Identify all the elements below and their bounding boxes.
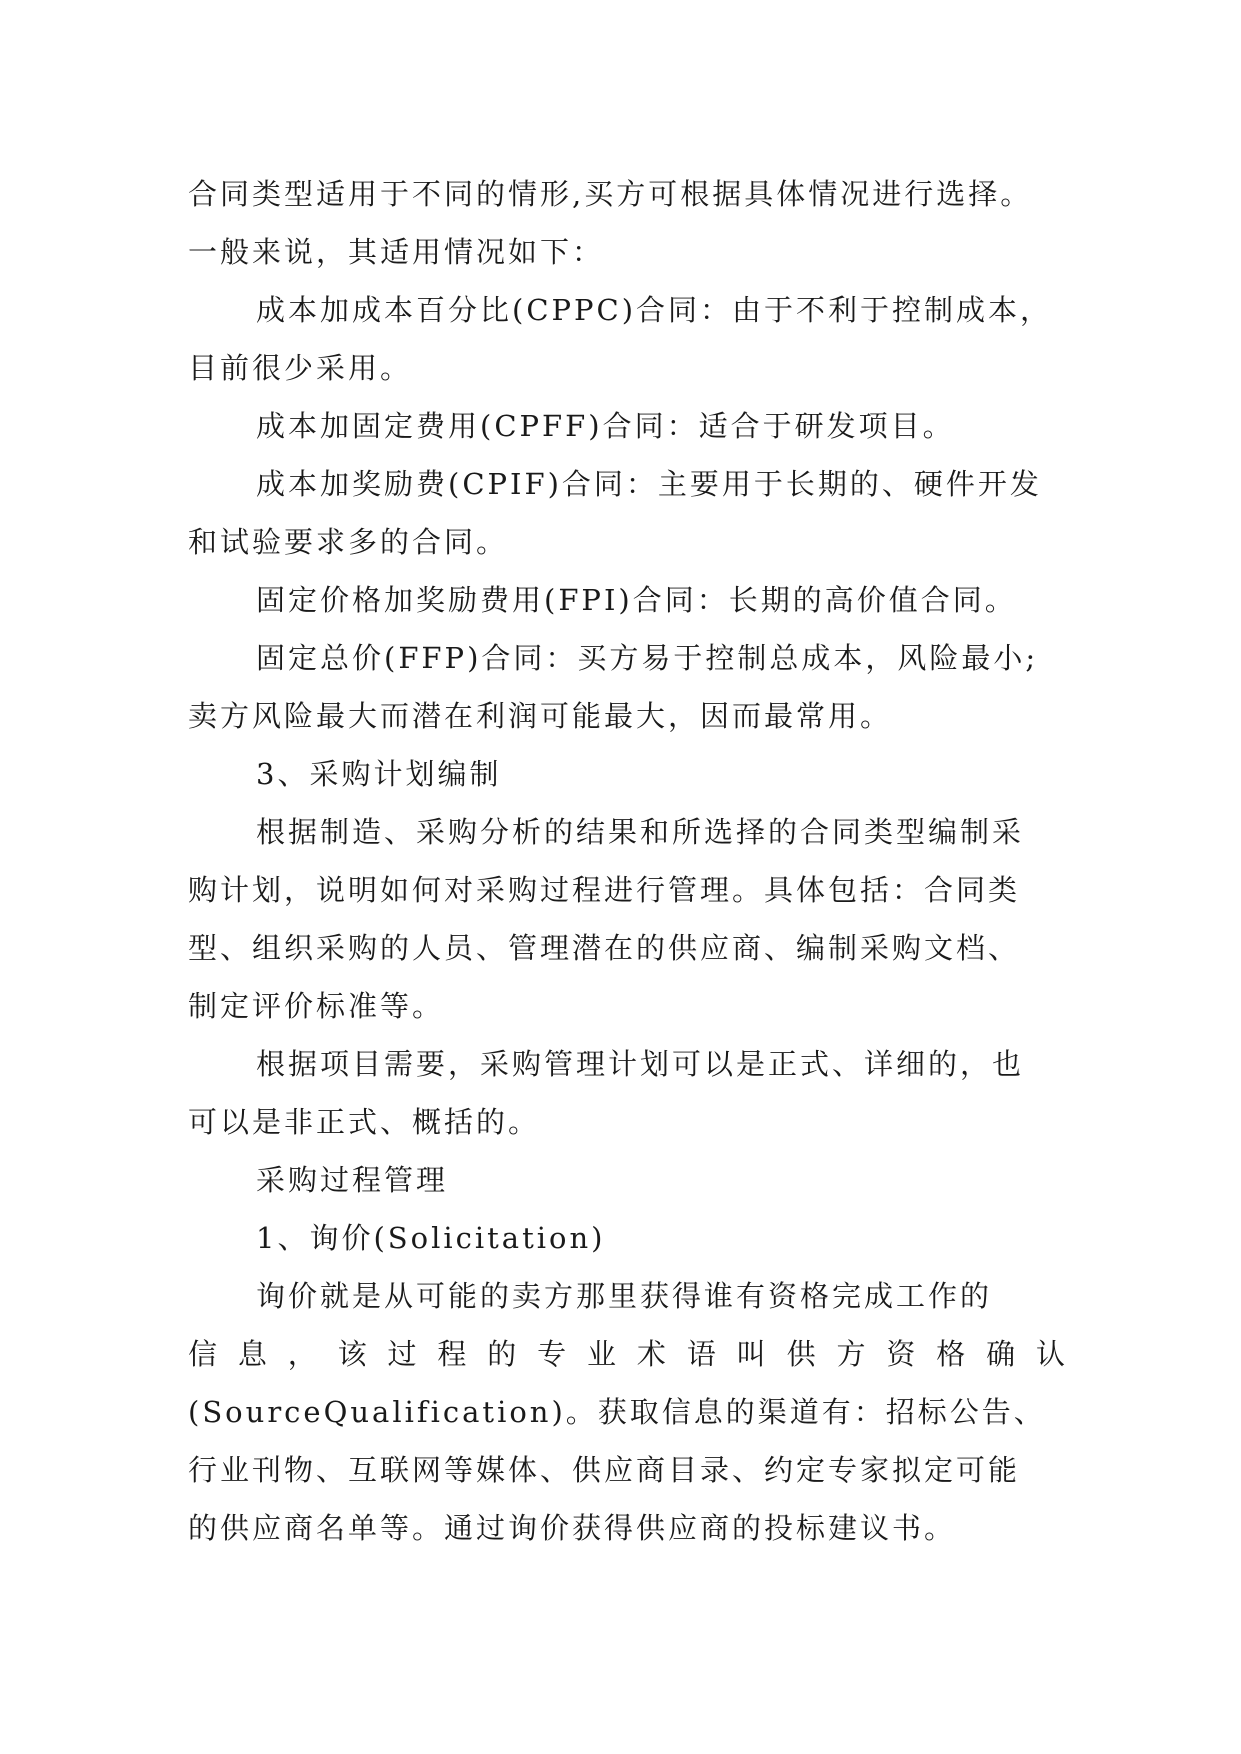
text-line: 一般来说，其适用情况如下：: [188, 235, 605, 269]
text-line: 的供应商名单等。通过询价获得供应商的投标建议书。: [188, 1511, 957, 1545]
text-line: 购计划，说明如何对采购过程进行管理。具体包括：合同类: [188, 873, 1021, 907]
text-line: 型、组织采购的人员、管理潜在的供应商、编制采购文档、: [188, 931, 1021, 965]
section-heading: 采购过程管理: [256, 1163, 449, 1197]
text-line: 和试验要求多的合同。: [188, 525, 509, 559]
text-line: 可以是非正式、概括的。: [188, 1105, 541, 1139]
text-line: 固定总价(FFP)合同：买方易于控制总成本，风险最小;: [256, 641, 1039, 675]
document-body: [188, 165, 1068, 1557]
text-line: 合同类型适用于不同的情形,买方可根据具体情况进行选择。: [188, 177, 1033, 211]
text-line: 制定评价标准等。: [188, 989, 445, 1023]
text-line: 固定价格加奖励费用(FPI)合同：长期的高价值合同。: [256, 583, 1017, 617]
text-line: 成本加固定费用(CPFF)合同：适合于研发项目。: [256, 409, 955, 443]
text-line: 目前很少采用。: [188, 351, 413, 385]
section-heading: 1、询价(Solicitation): [256, 1221, 606, 1255]
text-line: 根据制造、采购分析的结果和所选择的合同类型编制采: [256, 815, 1025, 849]
text-line: 卖方风险最大而潜在利润可能最大，因而最常用。: [188, 699, 893, 733]
text-line: 信息，该过程的专业术语叫供方资格确认: [188, 1337, 1068, 1371]
text-line: (SourceQualification)。获取信息的渠道有：招标公告、: [188, 1395, 1046, 1429]
text-line: 行业刊物、互联网等媒体、供应商目录、约定专家拟定可能: [188, 1453, 1021, 1487]
text-line: 根据项目需要，采购管理计划可以是正式、详细的，也: [256, 1047, 1025, 1081]
text-line: 询价就是从可能的卖方那里获得谁有资格完成工作的: [256, 1279, 993, 1313]
text-line: 成本加奖励费(CPIF)合同：主要用于长期的、硬件开发: [256, 467, 1042, 501]
section-heading: 3、采购计划编制: [256, 757, 502, 791]
text-line: 成本加成本百分比(CPPC)合同：由于不利于控制成本，: [256, 293, 1053, 327]
